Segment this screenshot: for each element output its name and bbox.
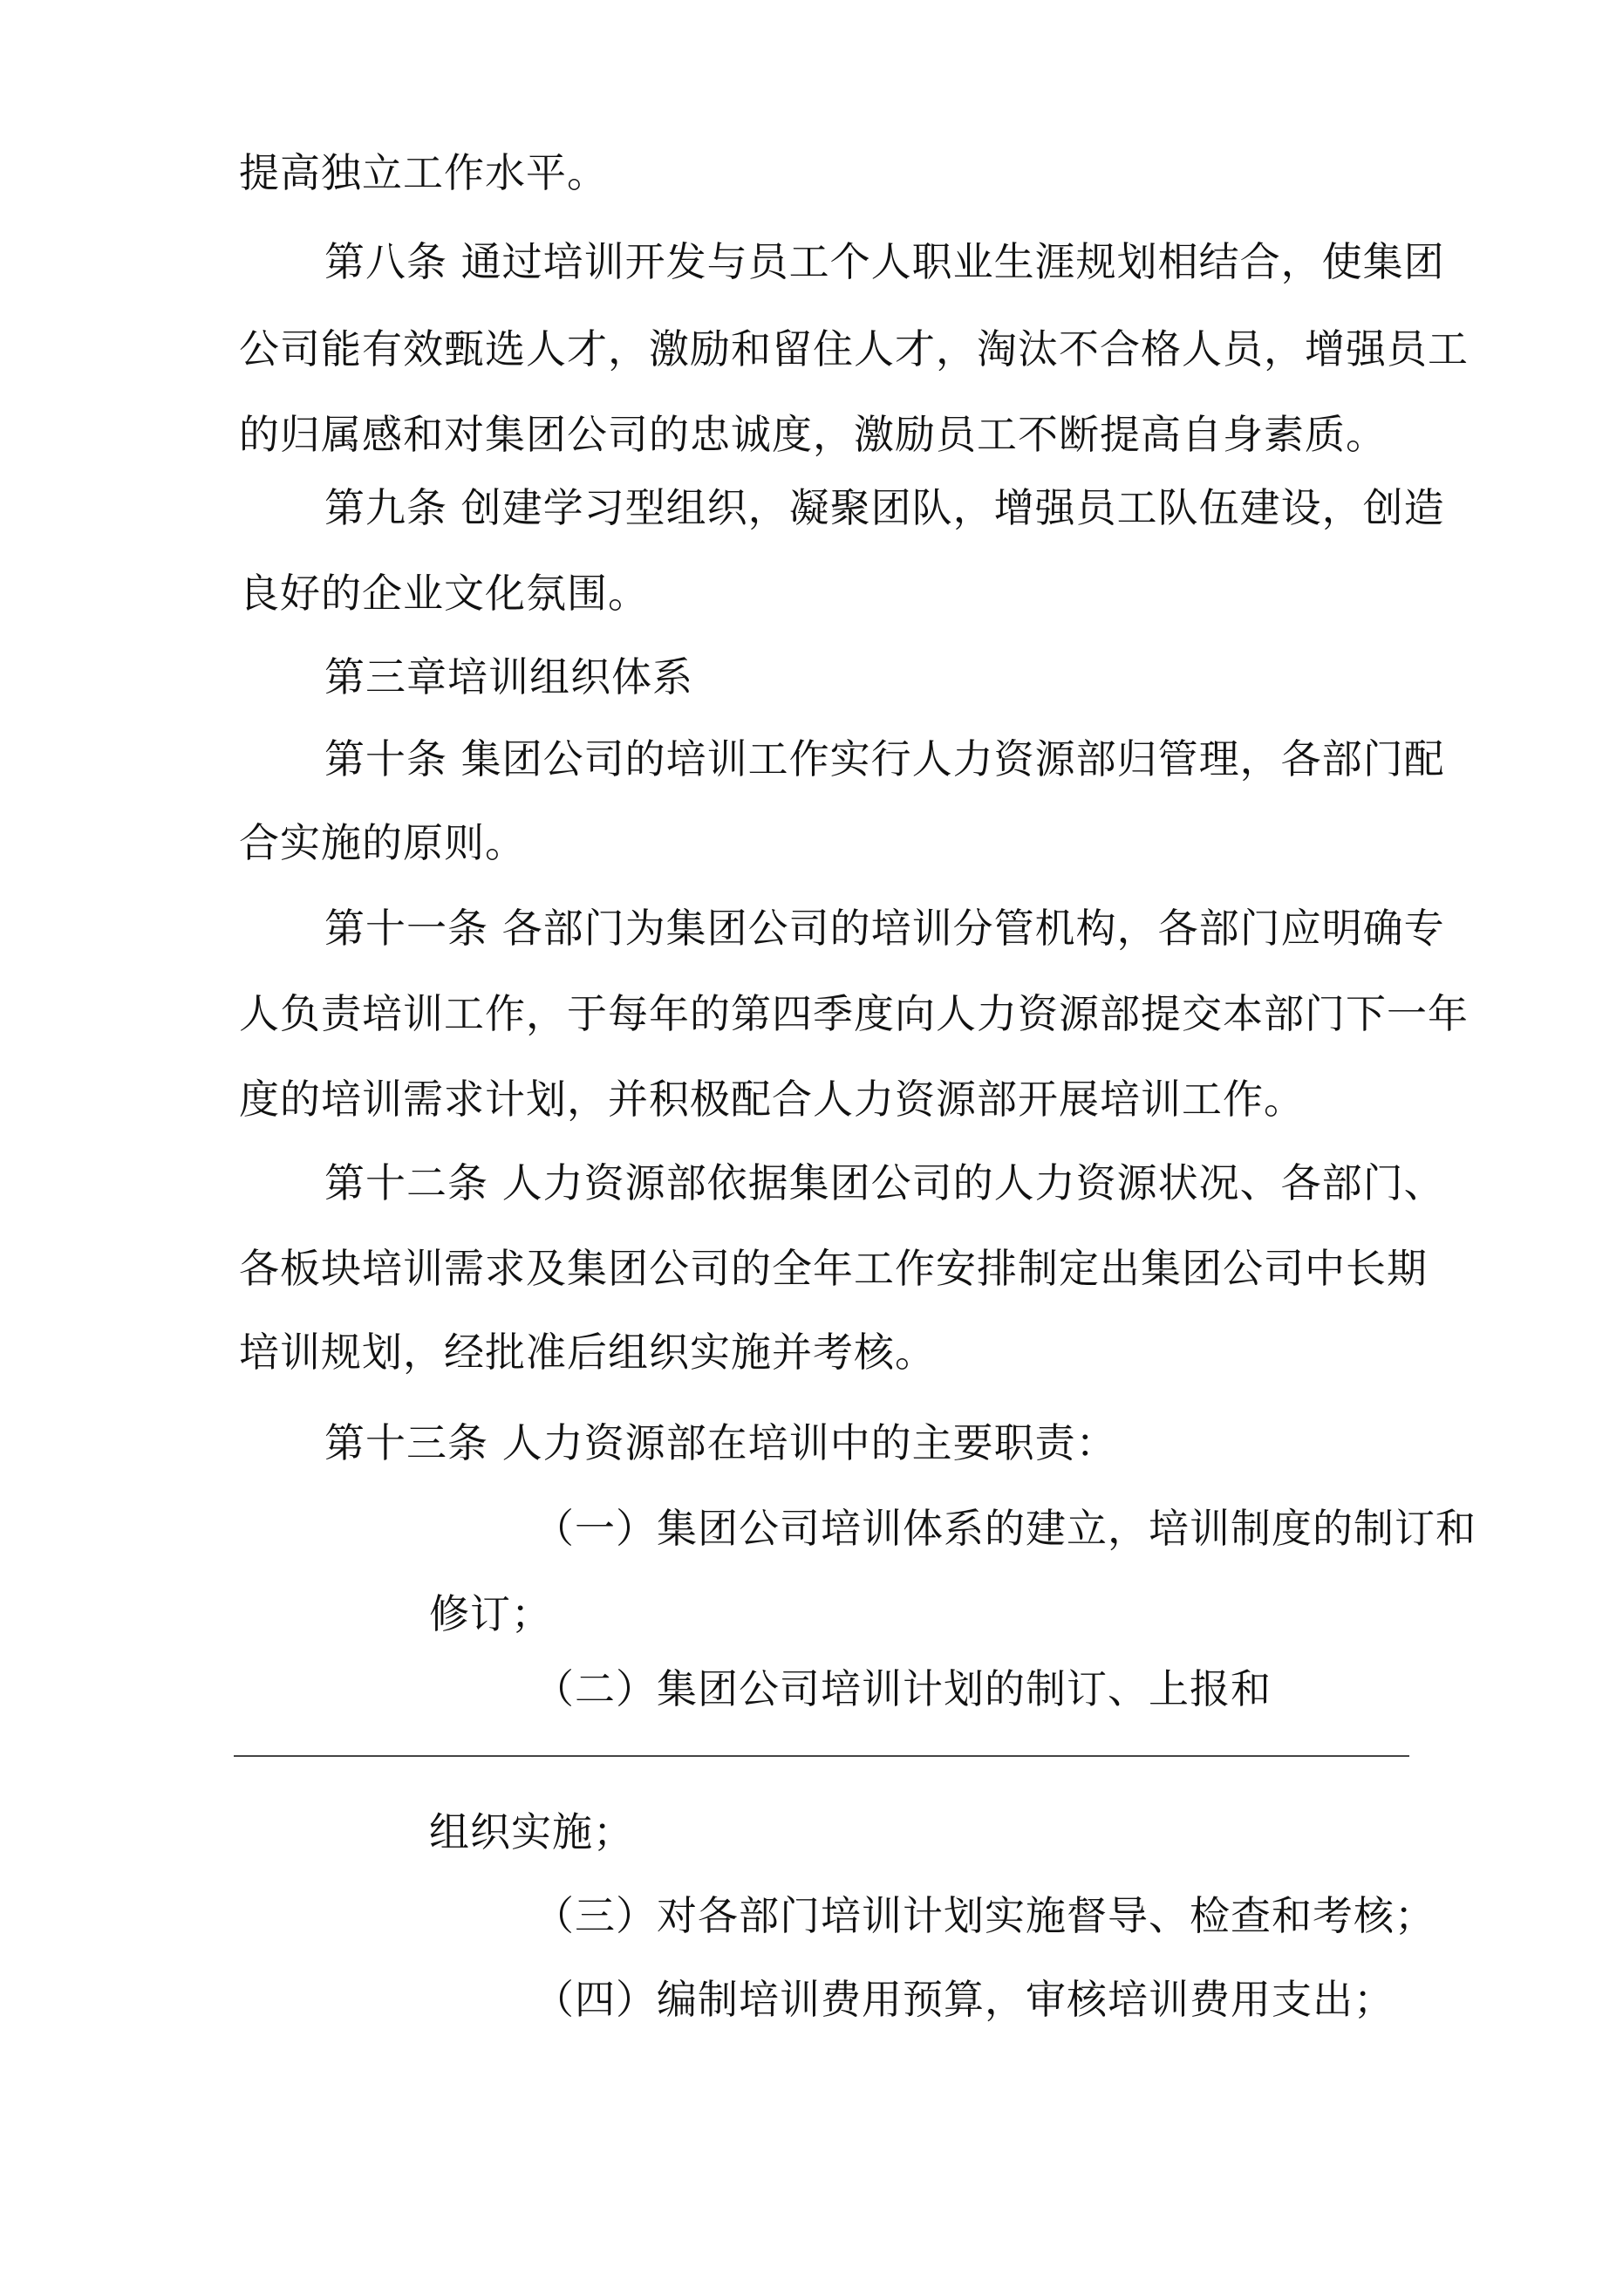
text-line: 公司能有效甄选人才，激励和留住人才，淘汰不合格人员，增强员工	[239, 325, 1469, 372]
text-line: 第十一条 各部门为集团公司的培训分管机构，各部门应明确专	[324, 905, 1445, 952]
list-item: （四）编制培训费用预算，审核培训费用支出；	[534, 1976, 1395, 2023]
text-line: 合实施的原则。	[239, 819, 526, 866]
list-item: （三）对各部门培训计划实施督导、检查和考核；	[534, 1892, 1435, 1939]
chapter-heading: 第三章培训组织体系	[324, 653, 693, 700]
text-line: 人负责培训工作，于每年的第四季度向人力资源部提交本部门下一年	[239, 990, 1469, 1037]
text-line: 第九条 创建学习型组织，凝聚团队，增强员工队伍建设，创造	[324, 484, 1445, 531]
text-line: 第十条 集团公司的培训工作实行人力资源部归管理，各部门配	[324, 735, 1445, 782]
page-divider	[234, 1755, 1409, 1757]
text-line: 的归属感和对集团公司的忠诚度，激励员工不断提高自身素质。	[239, 411, 1387, 458]
text-line: 各板块培训需求及集团公司的全年工作安排制定出集团公司中长期	[239, 1245, 1428, 1292]
text-line: 度的培训需求计划，并积极配合人力资源部开展培训工作。	[239, 1076, 1305, 1123]
text-line: 提高独立工作水平。	[239, 149, 608, 196]
text-line: 第八条 通过培训开发与员工个人职业生涯规划相结合，使集团	[324, 238, 1445, 285]
list-item: （一）集团公司培训体系的建立，培训制度的制订和	[534, 1505, 1476, 1552]
text-line: 第十二条 人力资源部依据集团公司的人力资源状况、各部门、	[324, 1159, 1445, 1206]
text-line: 培训规划，经批准后组织实施并考核。	[239, 1329, 936, 1376]
list-item: （二）集团公司培训计划的制订、上报和	[534, 1665, 1272, 1712]
list-item-continuation: 组织实施；	[429, 1808, 634, 1855]
text-line: 良好的企业文化氛围。	[239, 570, 649, 617]
list-item-continuation: 修订；	[429, 1590, 552, 1637]
text-line: 第十三条 人力资源部在培训中的主要职责：	[324, 1419, 1117, 1466]
